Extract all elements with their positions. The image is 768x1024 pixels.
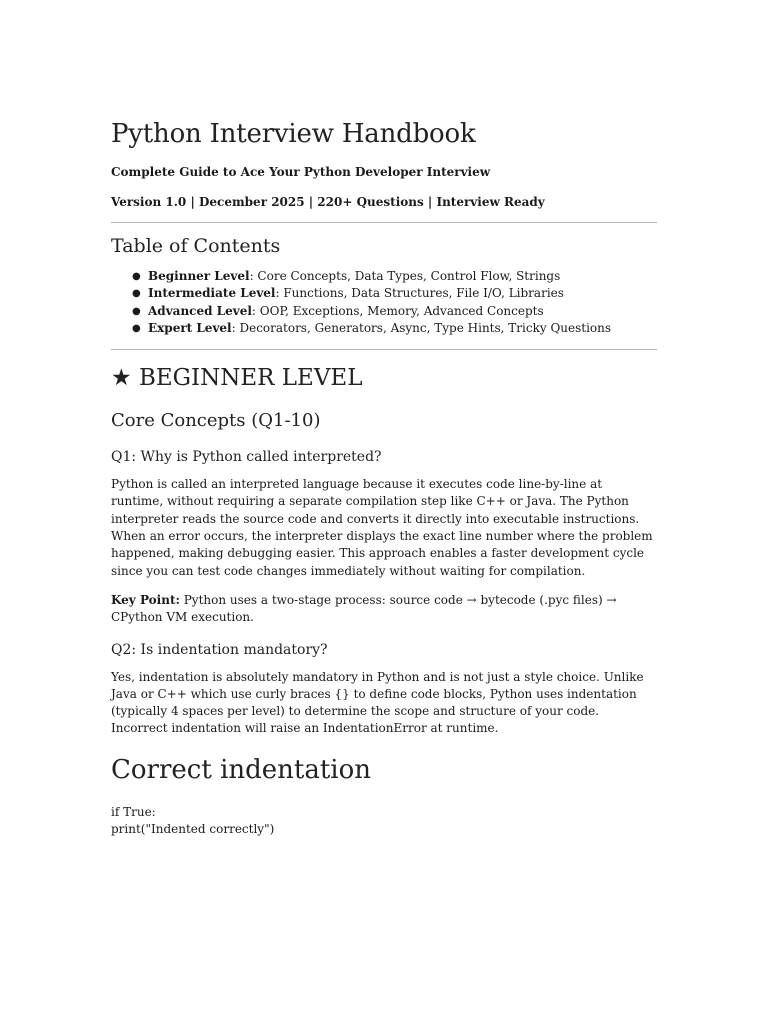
document-subtitle: Complete Guide to Ace Your Python Developer Interview: [111, 165, 491, 179]
code-line: print("Indented correctly"): [111, 821, 275, 836]
toc-item-desc: : Core Concepts, Data Types, Control Flow, Strings: [249, 269, 561, 283]
document-meta: Version 1.0 | December 2025 | 220+ Questions | Interview Ready: [111, 195, 545, 209]
answer-text: Yes, indentation is absolutely mandatory in Python and is not just a style choice. Unlike Java or C++ which use curly braces {} to define code blocks, Python uses indentation (typically 4 spaces per level) to determine the scope and structure of your code. Incorrect indentation will raise an IndentationError at runtime.: [111, 669, 644, 736]
toc-item-label: Beginner Level: [148, 269, 250, 283]
toc-item: [132, 303, 657, 320]
code-heading: Correct indentation: [111, 754, 372, 785]
toc-item: [132, 285, 657, 302]
document-content: [111, 112, 657, 838]
code-line: if True:: [111, 804, 156, 819]
toc-item: [132, 320, 657, 337]
level-heading: [111, 360, 657, 396]
code-block: [111, 804, 657, 838]
bullet-icon: ●: [132, 288, 141, 300]
level-title: BEGINNER LEVEL: [138, 365, 363, 392]
question-title: Q2: Is indentation mandatory?: [111, 641, 328, 658]
bullet-icon: ●: [132, 305, 141, 317]
toc-item-label: Advanced Level: [148, 303, 252, 318]
toc-title: Table of Contents: [111, 235, 281, 257]
toc-list: [111, 268, 657, 337]
section-title: Core Concepts (Q1-10): [111, 410, 321, 432]
answer-text: Python is called an interpreted language because it executes code line-by-line at runtime, without requiring a separate compilation step like C++ or Java. The Python interpreter reads the source code and converts it directly into executable instructions. When an error occurs, the interpreter displays the exact line number where the problem happened, making debugging easier. This approach enables a faster development cycle since you can test code changes immediately without waiting for compilation.: [111, 477, 653, 578]
toc-item-desc: : Decorators, Generators, Async, Type Hints, Tricky Questions: [231, 320, 612, 335]
question-title: Q1: Why is Python called interpreted?: [111, 449, 382, 466]
bullet-icon: ●: [132, 271, 141, 282]
key-point-text: Python uses a two-stage process: source code → bytecode (.pyc files) → CPython VM execution.: [111, 592, 617, 625]
toc-item-label: Expert Level: [148, 320, 232, 335]
toc-item-desc: : Functions, Data Structures, File I/O, Libraries: [275, 286, 564, 301]
bullet-icon: ●: [132, 322, 141, 334]
toc-item-desc: : OOP, Exceptions, Memory, Advanced Concepts: [251, 303, 544, 318]
key-point: [111, 592, 657, 627]
divider: [111, 222, 657, 223]
key-point-label: Key Point:: [111, 592, 180, 607]
star-icon: ★: [111, 365, 132, 392]
document-title: Python Interview Handbook: [111, 119, 476, 149]
divider: [111, 349, 657, 350]
toc-item: [132, 268, 657, 285]
toc-item-label: Intermediate Level: [148, 286, 276, 301]
